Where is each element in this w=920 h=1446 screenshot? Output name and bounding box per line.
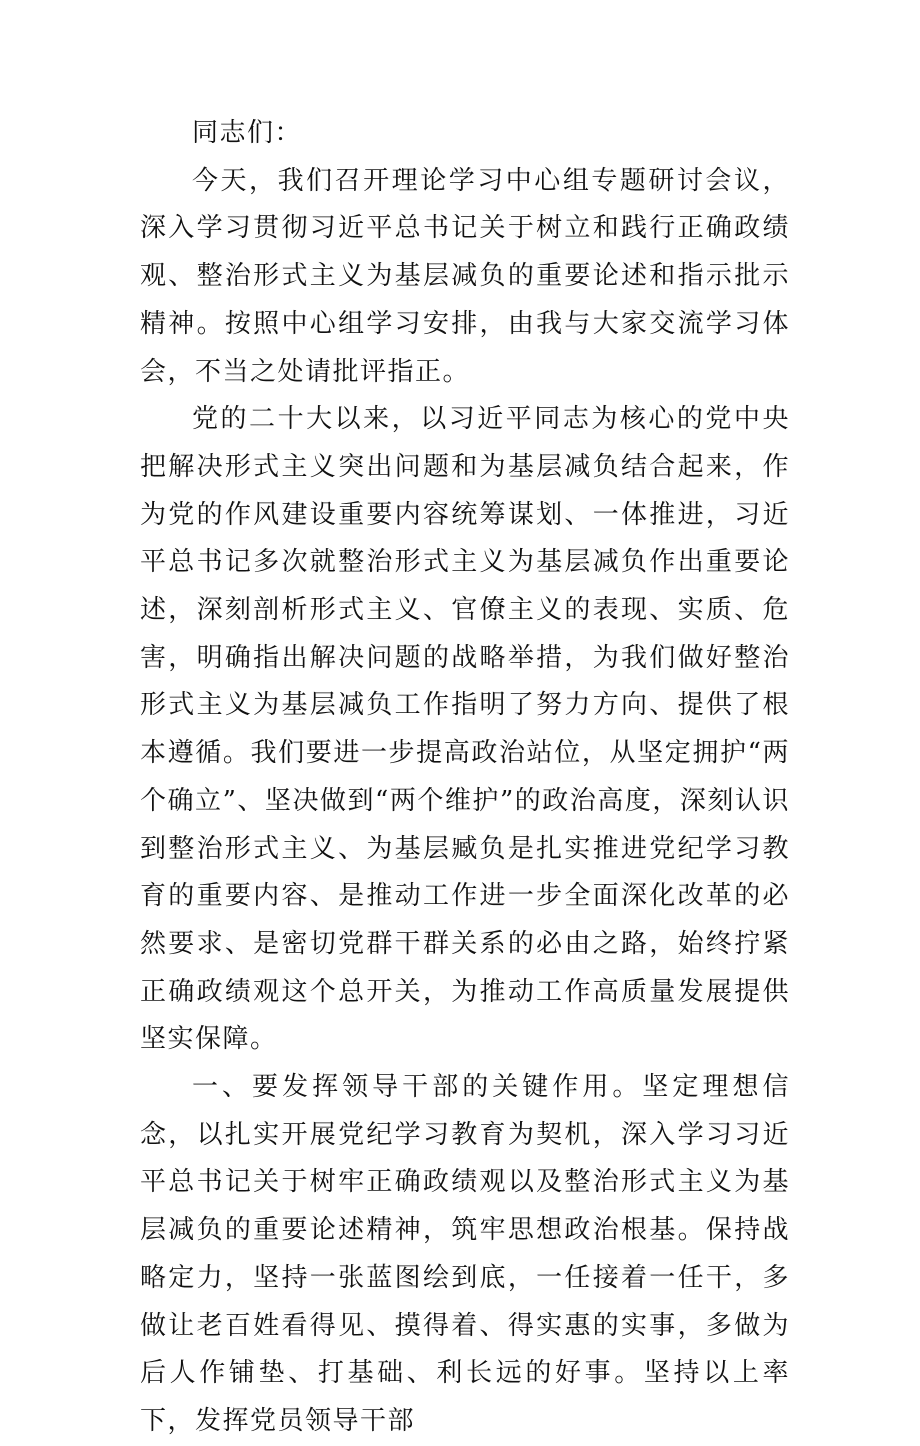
paragraph-section-one: 一、要发挥领导干部的关键作用。坚定理想信念，以扎实开展党纪学习教育为契机，深入学习习近平总书记关于树牢正确政绩观以及整治形式主义为基层减负的重要论述精神，筑牢思想政治根基。保持战略定力，坚持一张蓝图绘到底，一任接着一任干，多做让老百姓看得见、摸得着、得实惠的实事，多做为后人作铺垫、打基础、利长远的好事。坚持以上率下，发挥党员领导干部: [140, 1072, 790, 1436]
document-page: [140, 110, 790, 1446]
salutation: 同志们：: [192, 118, 303, 148]
paragraph-intro: 今天，我们召开理论学习中心组专题研讨会议，深入学习贯彻习近平总书记关于树立和践行正确政绩观、整治形式主义为基层减负的重要论述和指示批示精神。按照中心组学习安排，由我与大家交流学习体会，不当之处请批评指正。: [140, 165, 790, 387]
paragraph-background: 党的二十大以来，以习近平同志为核心的党中央把解决形式主义突出问题和为基层减负结合起来，作为党的作风建设重要内容统筹谋划、一体推进，习近平总书记多次就整治形式主义为基层减负作出重要论述，深刻剖析形式主义、官僚主义的表现、实质、危害，明确指出解决问题的战略举措，为我们做好整治形式主义为基层减负工作指明了努力方向、提供了根本遵循。我们要进一步提高政治站位，从坚定拥护“两个确立”、坚决做到“两个维护”的政治高度，深刻认识到整治形式主义、为基层臧负是扎实推进党纪学习教育的重要内容、是推动工作进一步全面深化改革的必然要求、是密切党群干群关系的必由之路，始终拧紧正确政绩观这个总开关，为推动工作高质量发展提供坚实保障。: [140, 404, 790, 1055]
